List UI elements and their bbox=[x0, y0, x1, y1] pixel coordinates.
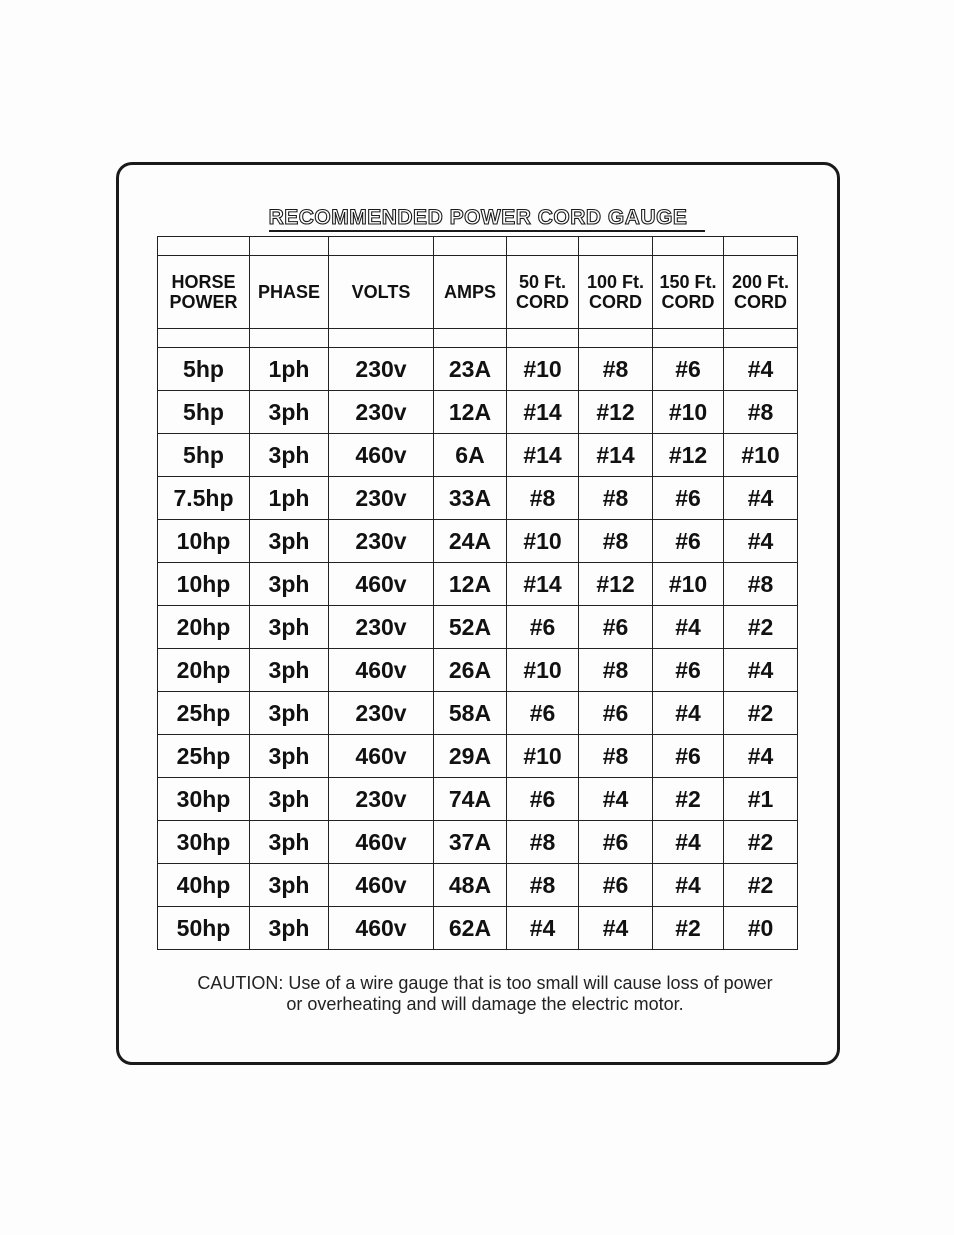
cell-volts: 230v bbox=[329, 520, 434, 563]
cell-50ft-cord: #8 bbox=[507, 864, 579, 907]
table-row bbox=[158, 649, 798, 692]
cell-100ft-cord: #14 bbox=[579, 434, 653, 477]
cell-100ft-cord: #8 bbox=[579, 520, 653, 563]
cell-200ft-cord: #4 bbox=[724, 520, 798, 563]
cell-amps: 74A bbox=[434, 778, 507, 821]
cell-50ft-cord: #10 bbox=[507, 520, 579, 563]
table-row bbox=[158, 864, 798, 907]
cell-100ft-cord: #8 bbox=[579, 477, 653, 520]
cell-50ft-cord: #14 bbox=[507, 563, 579, 606]
cell-volts: 460v bbox=[329, 434, 434, 477]
caution-line-1: CAUTION: Use of a wire gauge that is too small will cause loss of power bbox=[197, 973, 773, 993]
cell-150ft-cord: #2 bbox=[653, 778, 724, 821]
cell-phase: 3ph bbox=[250, 821, 329, 864]
cell-150ft-cord: #4 bbox=[653, 692, 724, 735]
cell-amps: 58A bbox=[434, 692, 507, 735]
cell-100ft-cord: #12 bbox=[579, 391, 653, 434]
cell-100ft-cord: #12 bbox=[579, 563, 653, 606]
cell-phase: 3ph bbox=[250, 520, 329, 563]
cell-50ft-cord: #8 bbox=[507, 477, 579, 520]
cell-100ft-cord: #6 bbox=[579, 821, 653, 864]
column-header-200ft-cord: 200 Ft. CORD bbox=[724, 256, 798, 329]
cell-50ft-cord: #8 bbox=[507, 821, 579, 864]
cell-phase: 3ph bbox=[250, 434, 329, 477]
cell-phase: 1ph bbox=[250, 348, 329, 391]
caution-note bbox=[140, 973, 830, 1015]
table-row bbox=[158, 692, 798, 735]
cell-200ft-cord: #2 bbox=[724, 606, 798, 649]
cell-amps: 6A bbox=[434, 434, 507, 477]
cell-50ft-cord: #4 bbox=[507, 907, 579, 950]
cell-amps: 12A bbox=[434, 563, 507, 606]
cell-200ft-cord: #4 bbox=[724, 649, 798, 692]
cell-150ft-cord: #4 bbox=[653, 864, 724, 907]
cell-horse-power: 25hp bbox=[158, 735, 250, 778]
column-header-amps: AMPS bbox=[434, 256, 507, 329]
cell-150ft-cord: #6 bbox=[653, 520, 724, 563]
cell-amps: 33A bbox=[434, 477, 507, 520]
cell-50ft-cord: #10 bbox=[507, 735, 579, 778]
cell-200ft-cord: #8 bbox=[724, 563, 798, 606]
cell-amps: 48A bbox=[434, 864, 507, 907]
cell-150ft-cord: #4 bbox=[653, 821, 724, 864]
cell-200ft-cord: #0 bbox=[724, 907, 798, 950]
gauge-table bbox=[157, 236, 798, 950]
cell-horse-power: 7.5hp bbox=[158, 477, 250, 520]
cell-volts: 460v bbox=[329, 864, 434, 907]
cell-50ft-cord: #10 bbox=[507, 649, 579, 692]
cell-phase: 3ph bbox=[250, 391, 329, 434]
column-header-phase: PHASE bbox=[250, 256, 329, 329]
cell-50ft-cord: #14 bbox=[507, 391, 579, 434]
cell-horse-power: 10hp bbox=[158, 520, 250, 563]
cell-phase: 3ph bbox=[250, 563, 329, 606]
cell-horse-power: 5hp bbox=[158, 348, 250, 391]
column-header-50ft-cord: 50 Ft. CORD bbox=[507, 256, 579, 329]
cell-150ft-cord: #10 bbox=[653, 563, 724, 606]
table-row bbox=[158, 606, 798, 649]
cell-horse-power: 30hp bbox=[158, 778, 250, 821]
cell-amps: 12A bbox=[434, 391, 507, 434]
cell-150ft-cord: #2 bbox=[653, 907, 724, 950]
cell-amps: 29A bbox=[434, 735, 507, 778]
cell-200ft-cord: #2 bbox=[724, 864, 798, 907]
column-header-100ft-cord: 100 Ft. CORD bbox=[579, 256, 653, 329]
cell-100ft-cord: #4 bbox=[579, 778, 653, 821]
cell-150ft-cord: #10 bbox=[653, 391, 724, 434]
cell-50ft-cord: #6 bbox=[507, 778, 579, 821]
cell-phase: 3ph bbox=[250, 864, 329, 907]
cell-150ft-cord: #6 bbox=[653, 735, 724, 778]
cell-100ft-cord: #8 bbox=[579, 649, 653, 692]
table-row bbox=[158, 563, 798, 606]
cell-horse-power: 20hp bbox=[158, 606, 250, 649]
cell-horse-power: 40hp bbox=[158, 864, 250, 907]
cell-150ft-cord: #6 bbox=[653, 477, 724, 520]
cell-horse-power: 10hp bbox=[158, 563, 250, 606]
header-spacer-top bbox=[158, 237, 798, 256]
cell-100ft-cord: #6 bbox=[579, 864, 653, 907]
cell-200ft-cord: #4 bbox=[724, 348, 798, 391]
cell-200ft-cord: #10 bbox=[724, 434, 798, 477]
cell-150ft-cord: #12 bbox=[653, 434, 724, 477]
title-area bbox=[0, 206, 954, 232]
cell-amps: 23A bbox=[434, 348, 507, 391]
cell-200ft-cord: #8 bbox=[724, 391, 798, 434]
cell-100ft-cord: #8 bbox=[579, 735, 653, 778]
table-row bbox=[158, 821, 798, 864]
cell-50ft-cord: #6 bbox=[507, 692, 579, 735]
cell-200ft-cord: #2 bbox=[724, 692, 798, 735]
table-row bbox=[158, 477, 798, 520]
cell-200ft-cord: #4 bbox=[724, 735, 798, 778]
table-row bbox=[158, 520, 798, 563]
cell-horse-power: 5hp bbox=[158, 434, 250, 477]
cell-50ft-cord: #10 bbox=[507, 348, 579, 391]
cell-amps: 62A bbox=[434, 907, 507, 950]
cell-amps: 24A bbox=[434, 520, 507, 563]
column-header-150ft-cord: 150 Ft. CORD bbox=[653, 256, 724, 329]
cell-volts: 460v bbox=[329, 735, 434, 778]
cell-amps: 52A bbox=[434, 606, 507, 649]
cell-150ft-cord: #4 bbox=[653, 606, 724, 649]
cell-phase: 3ph bbox=[250, 778, 329, 821]
cell-amps: 26A bbox=[434, 649, 507, 692]
cell-50ft-cord: #14 bbox=[507, 434, 579, 477]
cell-50ft-cord: #6 bbox=[507, 606, 579, 649]
cell-150ft-cord: #6 bbox=[653, 649, 724, 692]
cell-volts: 230v bbox=[329, 391, 434, 434]
table-row bbox=[158, 434, 798, 477]
cell-volts: 460v bbox=[329, 907, 434, 950]
header-spacer-bottom bbox=[158, 329, 798, 348]
cell-phase: 3ph bbox=[250, 649, 329, 692]
table-row bbox=[158, 778, 798, 821]
cell-100ft-cord: #6 bbox=[579, 692, 653, 735]
cell-horse-power: 5hp bbox=[158, 391, 250, 434]
cell-phase: 3ph bbox=[250, 692, 329, 735]
cell-phase: 3ph bbox=[250, 907, 329, 950]
cell-phase: 3ph bbox=[250, 606, 329, 649]
header-row bbox=[158, 256, 798, 329]
cell-volts: 230v bbox=[329, 692, 434, 735]
cell-200ft-cord: #4 bbox=[724, 477, 798, 520]
column-header-volts: VOLTS bbox=[329, 256, 434, 329]
cell-volts: 230v bbox=[329, 477, 434, 520]
page-title: RECOMMENDED POWER CORD GAUGE bbox=[269, 206, 706, 232]
table-row bbox=[158, 735, 798, 778]
cell-volts: 230v bbox=[329, 606, 434, 649]
cell-amps: 37A bbox=[434, 821, 507, 864]
caution-line-2: or overheating and will damage the electric motor. bbox=[286, 994, 684, 1014]
cell-200ft-cord: #1 bbox=[724, 778, 798, 821]
cell-volts: 460v bbox=[329, 563, 434, 606]
cell-100ft-cord: #4 bbox=[579, 907, 653, 950]
cell-volts: 460v bbox=[329, 649, 434, 692]
cell-horse-power: 25hp bbox=[158, 692, 250, 735]
cell-horse-power: 20hp bbox=[158, 649, 250, 692]
cell-volts: 230v bbox=[329, 348, 434, 391]
cell-100ft-cord: #8 bbox=[579, 348, 653, 391]
cell-volts: 460v bbox=[329, 821, 434, 864]
cell-150ft-cord: #6 bbox=[653, 348, 724, 391]
cell-200ft-cord: #2 bbox=[724, 821, 798, 864]
cell-volts: 230v bbox=[329, 778, 434, 821]
table-row bbox=[158, 391, 798, 434]
cell-100ft-cord: #6 bbox=[579, 606, 653, 649]
table-body bbox=[158, 348, 798, 950]
cell-horse-power: 50hp bbox=[158, 907, 250, 950]
cell-phase: 1ph bbox=[250, 477, 329, 520]
table-row bbox=[158, 907, 798, 950]
column-header-horse-power: HORSE POWER bbox=[158, 256, 250, 329]
cell-phase: 3ph bbox=[250, 735, 329, 778]
table-row bbox=[158, 348, 798, 391]
cell-horse-power: 30hp bbox=[158, 821, 250, 864]
